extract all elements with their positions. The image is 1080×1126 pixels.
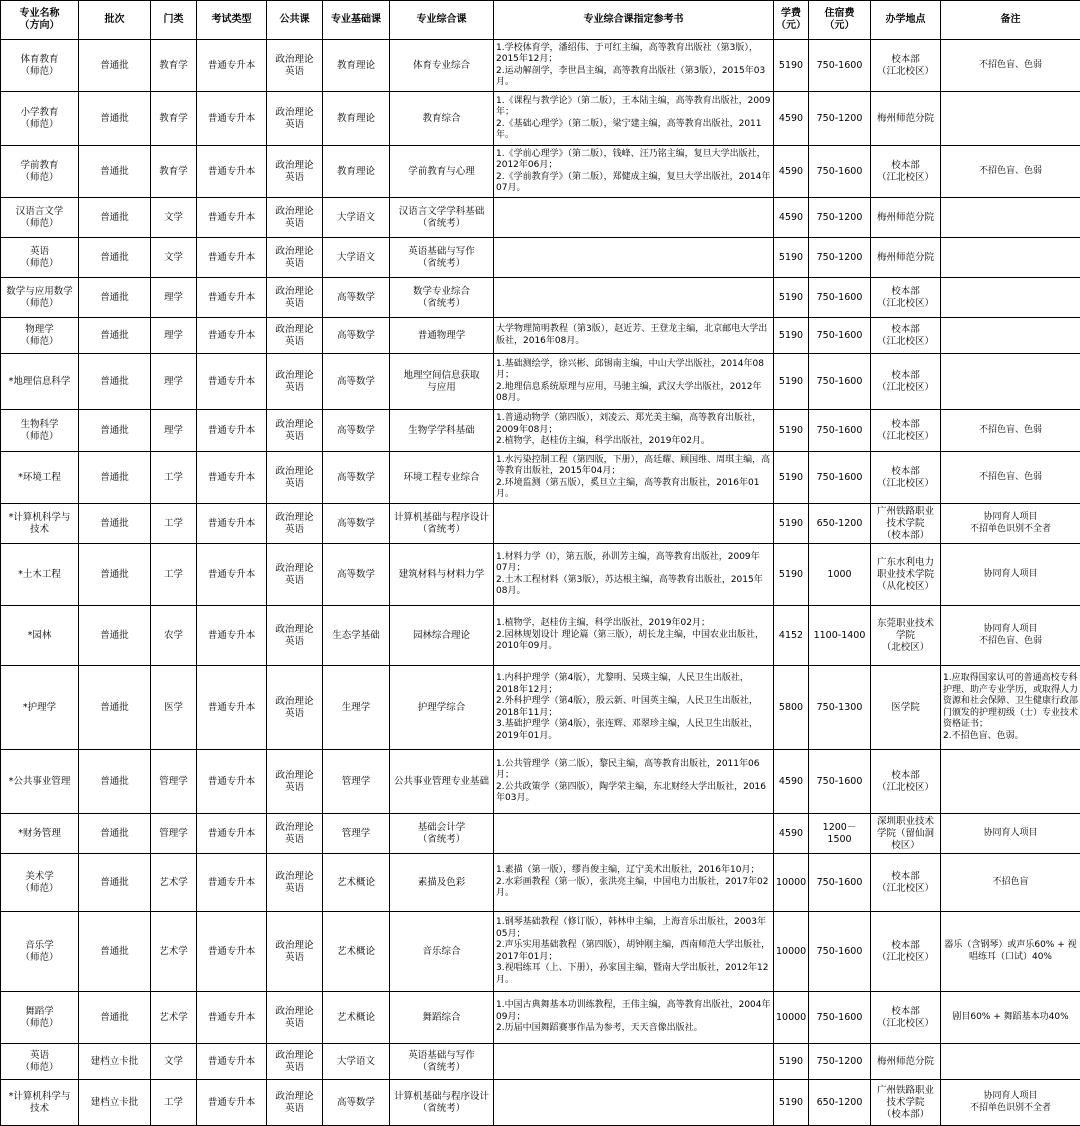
batch-cell: 普通批 <box>79 410 151 452</box>
basic-course-cell: 生态学基础 <box>323 606 390 666</box>
table-body <box>1 40 1080 1126</box>
exam-type-cell: 普通专升本 <box>197 198 267 238</box>
major-cell: 生物科学 （师范） <box>1 410 79 452</box>
batch-cell: 普通批 <box>79 504 151 544</box>
lodging-cell: 750-1200 <box>809 92 871 146</box>
table-row <box>1 278 1080 318</box>
location-cell: 医学院 <box>871 666 941 750</box>
basic-course-cell: 教育理论 <box>323 92 390 146</box>
basic-course-cell: 高等数学 <box>323 410 390 452</box>
table-row <box>1 1080 1080 1126</box>
col-header-major: 专业名称 （方向） <box>1 1 79 40</box>
col-header-lodging: 住宿费 （元） <box>809 1 871 40</box>
batch-cell: 普通批 <box>79 146 151 198</box>
location-cell: 广州铁路职业 技术学院 （校本部） <box>871 504 941 544</box>
batch-cell: 普通批 <box>79 318 151 354</box>
table-row <box>1 318 1080 354</box>
exam-type-cell: 普通专升本 <box>197 750 267 814</box>
major-cell: 物理学 （师范） <box>1 318 79 354</box>
location-cell: 校本部 （江北校区） <box>871 452 941 504</box>
lodging-cell: 1100-1400 <box>809 606 871 666</box>
batch-cell: 普通批 <box>79 992 151 1044</box>
category-cell: 管理学 <box>151 750 197 814</box>
lodging-cell: 750-1200 <box>809 238 871 278</box>
major-cell: 英语 （师范） <box>1 1044 79 1080</box>
major-cell: *计算机科学与 技术 <box>1 504 79 544</box>
batch-cell: 普通批 <box>79 278 151 318</box>
basic-course-cell: 高等数学 <box>323 278 390 318</box>
comprehensive-course-cell: 教育综合 <box>390 92 494 146</box>
major-cell: 汉语言文学 （师范） <box>1 198 79 238</box>
table-row <box>1 814 1080 854</box>
lodging-cell: 750-1600 <box>809 452 871 504</box>
notes-cell: 协同育人项目 不招单色识别不全者 <box>941 504 1080 544</box>
comprehensive-course-cell: 普通物理学 <box>390 318 494 354</box>
major-cell: 学前教育 （师范） <box>1 146 79 198</box>
reference-books-cell <box>494 504 774 544</box>
category-cell: 艺术学 <box>151 912 197 992</box>
basic-course-cell: 管理学 <box>323 814 390 854</box>
reference-books-cell: 1.公共管理学（第二版），黎民主编，高等教育出版社，2011年06月； 2.公共政策学（第四版），陶学荣主编，东北财经大学出版社，2016年03月。 <box>494 750 774 814</box>
lodging-cell: 650-1200 <box>809 504 871 544</box>
col-header-comprehensive-course: 专业综合课 <box>390 1 494 40</box>
comprehensive-course-cell: 护理学综合 <box>390 666 494 750</box>
lodging-cell: 750-1200 <box>809 198 871 238</box>
exam-type-cell: 普通专升本 <box>197 1080 267 1126</box>
exam-type-cell: 普通专升本 <box>197 452 267 504</box>
batch-cell: 普通批 <box>79 606 151 666</box>
category-cell: 理学 <box>151 278 197 318</box>
location-cell: 梅州师范分院 <box>871 238 941 278</box>
table-row <box>1 452 1080 504</box>
lodging-cell: 750-1200 <box>809 1044 871 1080</box>
batch-cell: 普通批 <box>79 912 151 992</box>
category-cell: 理学 <box>151 318 197 354</box>
public-course-cell: 政治理论 英语 <box>267 504 323 544</box>
exam-type-cell: 普通专升本 <box>197 318 267 354</box>
tuition-cell: 4590 <box>774 750 809 814</box>
category-cell: 工学 <box>151 452 197 504</box>
major-cell: *财务管理 <box>1 814 79 854</box>
public-course-cell: 政治理论 英语 <box>267 606 323 666</box>
comprehensive-course-cell: 素描及色彩 <box>390 854 494 912</box>
comprehensive-course-cell: 汉语言文学学科基础 （省统考） <box>390 198 494 238</box>
category-cell: 文学 <box>151 1044 197 1080</box>
basic-course-cell: 大学语文 <box>323 1044 390 1080</box>
tuition-cell: 5190 <box>774 318 809 354</box>
basic-course-cell: 高等数学 <box>323 1080 390 1126</box>
public-course-cell: 政治理论 英语 <box>267 198 323 238</box>
exam-type-cell: 普通专升本 <box>197 410 267 452</box>
major-cell: 英语 （师范） <box>1 238 79 278</box>
lodging-cell: 750-1600 <box>809 992 871 1044</box>
public-course-cell: 政治理论 英语 <box>267 750 323 814</box>
notes-cell <box>941 750 1080 814</box>
lodging-cell: 750-1600 <box>809 146 871 198</box>
exam-type-cell: 普通专升本 <box>197 40 267 92</box>
lodging-cell: 750-1600 <box>809 354 871 410</box>
notes-cell <box>941 318 1080 354</box>
table-row <box>1 410 1080 452</box>
major-cell: *计算机科学与 技术 <box>1 1080 79 1126</box>
reference-books-cell: 1.《学前心理学》（第二版），钱峰、汪乃铭主编，复旦大学出版社，2012年06月； 2.《学前教育学》（第二版），郑健成主编，复旦大学出版社，2014年07月。 <box>494 146 774 198</box>
batch-cell: 普通批 <box>79 354 151 410</box>
table-row <box>1 1044 1080 1080</box>
tuition-cell: 5190 <box>774 238 809 278</box>
lodging-cell: 650-1200 <box>809 1080 871 1126</box>
location-cell: 校本部 （江北校区） <box>871 912 941 992</box>
tuition-cell: 4590 <box>774 146 809 198</box>
major-cell: 体育教育 （师范） <box>1 40 79 92</box>
notes-cell: 不招色盲、色弱 <box>941 410 1080 452</box>
table-row <box>1 198 1080 238</box>
notes-cell <box>941 354 1080 410</box>
major-cell: 舞蹈学 （师范） <box>1 992 79 1044</box>
tuition-cell: 10000 <box>774 992 809 1044</box>
batch-cell: 建档立卡批 <box>79 1044 151 1080</box>
reference-books-cell: 1.植物学，赵桂仿主编，科学出版社，2019年02月； 2.园林规划设计 理论篇（第三版），胡长龙主编，中国农业出版社，2010年09月。 <box>494 606 774 666</box>
comprehensive-course-cell: 计算机基础与程序设计 （省统考） <box>390 1080 494 1126</box>
tuition-cell: 5190 <box>774 40 809 92</box>
notes-cell: 器乐（含钢琴）或声乐60% + 视唱练耳（口试）40% <box>941 912 1080 992</box>
location-cell: 深圳职业技术 学院（留仙洞 校区） <box>871 814 941 854</box>
basic-course-cell: 高等数学 <box>323 504 390 544</box>
batch-cell: 普通批 <box>79 544 151 606</box>
tuition-cell: 4590 <box>774 92 809 146</box>
notes-cell <box>941 92 1080 146</box>
basic-course-cell: 艺术概论 <box>323 854 390 912</box>
location-cell: 梅州师范分院 <box>871 92 941 146</box>
basic-course-cell: 艺术概论 <box>323 992 390 1044</box>
table-row <box>1 606 1080 666</box>
table-row <box>1 854 1080 912</box>
table-row <box>1 238 1080 278</box>
category-cell: 工学 <box>151 1080 197 1126</box>
reference-books-cell <box>494 1080 774 1126</box>
table-row <box>1 992 1080 1044</box>
tuition-cell: 5190 <box>774 504 809 544</box>
public-course-cell: 政治理论 英语 <box>267 238 323 278</box>
public-course-cell: 政治理论 英语 <box>267 992 323 1044</box>
comprehensive-course-cell: 基础会计学 （省统考） <box>390 814 494 854</box>
location-cell: 校本部 （江北校区） <box>871 40 941 92</box>
batch-cell: 普通批 <box>79 452 151 504</box>
basic-course-cell: 艺术概论 <box>323 912 390 992</box>
exam-type-cell: 普通专升本 <box>197 606 267 666</box>
exam-type-cell: 普通专升本 <box>197 504 267 544</box>
basic-course-cell: 教育理论 <box>323 40 390 92</box>
table-row <box>1 354 1080 410</box>
category-cell: 文学 <box>151 198 197 238</box>
col-header-public-course: 公共课 <box>267 1 323 40</box>
exam-type-cell: 普通专升本 <box>197 854 267 912</box>
reference-books-cell: 1.材料力学（Ⅰ），第五版，孙训芳主编，高等教育出版社，2009年07月； 2.土木工程材料（第3版），苏达根主编，高等教育出版社，2015年08月。 <box>494 544 774 606</box>
basic-course-cell: 大学语文 <box>323 238 390 278</box>
comprehensive-course-cell: 舞蹈综合 <box>390 992 494 1044</box>
tuition-cell: 4590 <box>774 814 809 854</box>
table-row <box>1 146 1080 198</box>
public-course-cell: 政治理论 英语 <box>267 410 323 452</box>
exam-type-cell: 普通专升本 <box>197 992 267 1044</box>
exam-type-cell: 普通专升本 <box>197 666 267 750</box>
notes-cell: 不招色盲、色弱 <box>941 452 1080 504</box>
table-row <box>1 666 1080 750</box>
public-course-cell: 政治理论 英语 <box>267 814 323 854</box>
location-cell: 梅州师范分院 <box>871 198 941 238</box>
tuition-cell: 5190 <box>774 278 809 318</box>
table-row <box>1 504 1080 544</box>
category-cell: 理学 <box>151 354 197 410</box>
reference-books-cell <box>494 814 774 854</box>
exam-type-cell: 普通专升本 <box>197 146 267 198</box>
public-course-cell: 政治理论 英语 <box>267 278 323 318</box>
reference-books-cell: 1.素描（第一版），缪肖俊主编，辽宁美术出版社，2016年10月； 2.水彩画教程（第一版），张洪亮主编，中国电力出版社，2017年02月。 <box>494 854 774 912</box>
basic-course-cell: 大学语文 <box>323 198 390 238</box>
notes-cell: 协同育人项目 <box>941 544 1080 606</box>
reference-books-cell <box>494 198 774 238</box>
batch-cell: 建档立卡批 <box>79 1080 151 1126</box>
notes-cell <box>941 1044 1080 1080</box>
col-header-basic-course: 专业基础课 <box>323 1 390 40</box>
exam-type-cell: 普通专升本 <box>197 92 267 146</box>
notes-cell <box>941 198 1080 238</box>
exam-type-cell: 普通专升本 <box>197 238 267 278</box>
comprehensive-course-cell: 英语基础与写作 （省统考） <box>390 1044 494 1080</box>
location-cell: 校本部 （江北校区） <box>871 992 941 1044</box>
exam-type-cell: 普通专升本 <box>197 278 267 318</box>
table-row <box>1 92 1080 146</box>
comprehensive-course-cell: 英语基础与写作 （省统考） <box>390 238 494 278</box>
notes-cell: 1.应取得国家认可的普通高校专科护理、助产专业学历，或取得人力资源和社会保障、卫生健康行政部门颁发的护理初级（士）专业技术资格证书； 2.不招色盲、色弱。 <box>941 666 1080 750</box>
batch-cell: 普通批 <box>79 198 151 238</box>
public-course-cell: 政治理论 英语 <box>267 912 323 992</box>
location-cell: 校本部 （江北校区） <box>871 146 941 198</box>
notes-cell: 不招色盲 <box>941 854 1080 912</box>
reference-books-cell: 1.基础测绘学，徐兴彬、邱锡南主编，中山大学出版社，2014年08月； 2.地理信息系统原理与应用，马驰主编，武汉大学出版社，2012年08月。 <box>494 354 774 410</box>
lodging-cell: 750-1600 <box>809 750 871 814</box>
major-cell: *地理信息科学 <box>1 354 79 410</box>
location-cell: 校本部 （江北校区） <box>871 354 941 410</box>
category-cell: 艺术学 <box>151 854 197 912</box>
reference-books-cell: 1.普通动物学（第四版），刘凌云、郑光美主编，高等教育出版社，2009年08月； 2.植物学，赵桂仿主编，科学出版社，2019年02月。 <box>494 410 774 452</box>
tuition-cell: 5190 <box>774 544 809 606</box>
location-cell: 校本部 （江北校区） <box>871 750 941 814</box>
comprehensive-course-cell: 计算机基础与程序设计 （省统考） <box>390 504 494 544</box>
reference-books-cell <box>494 278 774 318</box>
category-cell: 农学 <box>151 606 197 666</box>
comprehensive-course-cell: 生物学学科基础 <box>390 410 494 452</box>
location-cell: 校本部 （江北校区） <box>871 854 941 912</box>
comprehensive-course-cell: 建筑材料与材料力学 <box>390 544 494 606</box>
reference-books-cell: 1.钢琴基础教程（修订版），韩林申主编，上海音乐出版社，2003年05月； 2.声乐实用基础教程（第四版），胡钟刚主编，西南师范大学出版社，2017年01月； 3.视唱练耳（上、下册），孙家国主编，暨南大学出版社，2012年12月。 <box>494 912 774 992</box>
col-header-exam-type: 考试类型 <box>197 1 267 40</box>
lodging-cell: 750-1300 <box>809 666 871 750</box>
basic-course-cell: 管理学 <box>323 750 390 814</box>
tuition-cell: 4590 <box>774 198 809 238</box>
location-cell: 广州铁路职业 技术学院 （校本部） <box>871 1080 941 1126</box>
tuition-cell: 5190 <box>774 452 809 504</box>
major-cell: 小学教育 （师范） <box>1 92 79 146</box>
exam-type-cell: 普通专升本 <box>197 1044 267 1080</box>
table-row <box>1 544 1080 606</box>
tuition-cell: 10000 <box>774 912 809 992</box>
category-cell: 工学 <box>151 544 197 606</box>
public-course-cell: 政治理论 英语 <box>267 452 323 504</box>
lodging-cell: 750-1600 <box>809 854 871 912</box>
col-header-location: 办学地点 <box>871 1 941 40</box>
header-row <box>1 1 1080 40</box>
basic-course-cell: 高等数学 <box>323 544 390 606</box>
reference-books-cell <box>494 1044 774 1080</box>
location-cell: 广东水利电力 职业技术学院 （从化校区） <box>871 544 941 606</box>
tuition-cell: 5190 <box>774 354 809 410</box>
col-header-tuition: 学费 （元） <box>774 1 809 40</box>
batch-cell: 普通批 <box>79 814 151 854</box>
basic-course-cell: 生理学 <box>323 666 390 750</box>
reference-books-cell: 1.内科护理学（第4版），尤黎明、吴瑛主编，人民卫生出版社，2018年12月； 2.外科护理学（第4版），殷云新、叶国英主编，人民卫生出版社，2018年11月； 3.基础护理学（第4版），张连辉、邓翠珍主编，人民卫生出版社，2019年01月。 <box>494 666 774 750</box>
location-cell: 校本部 （江北校区） <box>871 318 941 354</box>
category-cell: 理学 <box>151 410 197 452</box>
lodging-cell: 750-1600 <box>809 912 871 992</box>
comprehensive-course-cell: 学前教育与心理 <box>390 146 494 198</box>
lodging-cell: 750-1600 <box>809 318 871 354</box>
reference-books-cell: 1.水污染控制工程（第四版，下册），高廷耀、顾国维、周琪主编，高等教育出版社，2015年04月； 2.环境监测（第五版），奚旦立主编，高等教育出版社，2016年01月。 <box>494 452 774 504</box>
exam-type-cell: 普通专升本 <box>197 544 267 606</box>
table-row <box>1 750 1080 814</box>
comprehensive-course-cell: 园林综合理论 <box>390 606 494 666</box>
major-cell: *环境工程 <box>1 452 79 504</box>
public-course-cell: 政治理论 英语 <box>267 318 323 354</box>
comprehensive-course-cell: 音乐综合 <box>390 912 494 992</box>
public-course-cell: 政治理论 英语 <box>267 40 323 92</box>
category-cell: 管理学 <box>151 814 197 854</box>
lodging-cell: 1200－1500 <box>809 814 871 854</box>
major-cell: *土木工程 <box>1 544 79 606</box>
exam-type-cell: 普通专升本 <box>197 912 267 992</box>
notes-cell <box>941 278 1080 318</box>
batch-cell: 普通批 <box>79 854 151 912</box>
major-cell: 数学与应用数学 （师范） <box>1 278 79 318</box>
category-cell: 艺术学 <box>151 992 197 1044</box>
tuition-cell: 10000 <box>774 854 809 912</box>
category-cell: 文学 <box>151 238 197 278</box>
notes-cell: 剧目60% + 舞蹈基本功40% <box>941 992 1080 1044</box>
category-cell: 教育学 <box>151 146 197 198</box>
batch-cell: 普通批 <box>79 238 151 278</box>
comprehensive-course-cell: 地理空间信息获取 与应用 <box>390 354 494 410</box>
comprehensive-course-cell: 公共事业管理专业基础 <box>390 750 494 814</box>
col-header-batch: 批次 <box>79 1 151 40</box>
category-cell: 教育学 <box>151 92 197 146</box>
public-course-cell: 政治理论 英语 <box>267 354 323 410</box>
notes-cell: 不招色盲、色弱 <box>941 40 1080 92</box>
table-row <box>1 40 1080 92</box>
batch-cell: 普通批 <box>79 40 151 92</box>
reference-books-cell: 1.中国古典舞基本功训练教程，王伟主编，高等教育出版社，2004年09月； 2.历届中国舞蹈赛事作品为参考，天天音像出版社。 <box>494 992 774 1044</box>
reference-books-cell <box>494 238 774 278</box>
category-cell: 工学 <box>151 504 197 544</box>
reference-books-cell: 1.学校体育学，潘绍伟、于可红主编，高等教育出版社（第3版），2015年12月； 2.运动解剖学，李世昌主编，高等教育出版社（第3版），2015年03月。 <box>494 40 774 92</box>
tuition-cell: 5190 <box>774 1080 809 1126</box>
public-course-cell: 政治理论 英语 <box>267 854 323 912</box>
col-header-category: 门类 <box>151 1 197 40</box>
basic-course-cell: 高等数学 <box>323 354 390 410</box>
reference-books-cell: 1.《课程与教学论》（第二版），王本陆主编，高等教育出版社，2009年； 2.《基础心理学》（第二版），梁宁建主编，高等教育出版社，2011年。 <box>494 92 774 146</box>
public-course-cell: 政治理论 英语 <box>267 92 323 146</box>
lodging-cell: 1000 <box>809 544 871 606</box>
batch-cell: 普通批 <box>79 92 151 146</box>
location-cell: 校本部 （江北校区） <box>871 278 941 318</box>
location-cell: 校本部 （江北校区） <box>871 410 941 452</box>
lodging-cell: 750-1600 <box>809 410 871 452</box>
location-cell: 梅州师范分院 <box>871 1044 941 1080</box>
tuition-cell: 5190 <box>774 410 809 452</box>
lodging-cell: 750-1600 <box>809 40 871 92</box>
basic-course-cell: 教育理论 <box>323 146 390 198</box>
public-course-cell: 政治理论 英语 <box>267 1044 323 1080</box>
comprehensive-course-cell: 体育专业综合 <box>390 40 494 92</box>
major-cell: *园林 <box>1 606 79 666</box>
notes-cell: 协同育人项目 不招色盲、色弱 <box>941 606 1080 666</box>
lodging-cell: 750-1600 <box>809 278 871 318</box>
major-cell: 音乐学 （师范） <box>1 912 79 992</box>
tuition-cell: 5190 <box>774 1044 809 1080</box>
category-cell: 医学 <box>151 666 197 750</box>
col-header-reference-books: 专业综合课指定参考书 <box>494 1 774 40</box>
col-header-notes: 备注 <box>941 1 1080 40</box>
public-course-cell: 政治理论 英语 <box>267 666 323 750</box>
exam-type-cell: 普通专升本 <box>197 814 267 854</box>
notes-cell: 协同育人项目 <box>941 814 1080 854</box>
basic-course-cell: 高等数学 <box>323 452 390 504</box>
notes-cell: 协同育人项目 不招单色识别不全者 <box>941 1080 1080 1126</box>
notes-cell: 不招色盲、色弱 <box>941 146 1080 198</box>
batch-cell: 普通批 <box>79 666 151 750</box>
location-cell: 东莞职业技术 学院 （北校区） <box>871 606 941 666</box>
comprehensive-course-cell: 数学专业综合 （省统考） <box>390 278 494 318</box>
public-course-cell: 政治理论 英语 <box>267 146 323 198</box>
major-cell: 美术学 （师范） <box>1 854 79 912</box>
public-course-cell: 政治理论 英语 <box>267 544 323 606</box>
exam-type-cell: 普通专升本 <box>197 354 267 410</box>
reference-books-cell: 大学物理简明教程（第3版），赵近芳、王登龙主编，北京邮电大学出版社，2016年08月。 <box>494 318 774 354</box>
public-course-cell: 政治理论 英语 <box>267 1080 323 1126</box>
tuition-cell: 4152 <box>774 606 809 666</box>
notes-cell <box>941 238 1080 278</box>
table-row <box>1 912 1080 992</box>
basic-course-cell: 高等数学 <box>323 318 390 354</box>
category-cell: 教育学 <box>151 40 197 92</box>
major-cell: *护理学 <box>1 666 79 750</box>
tuition-cell: 5800 <box>774 666 809 750</box>
comprehensive-course-cell: 环境工程专业综合 <box>390 452 494 504</box>
batch-cell: 普通批 <box>79 750 151 814</box>
major-cell: *公共事业管理 <box>1 750 79 814</box>
